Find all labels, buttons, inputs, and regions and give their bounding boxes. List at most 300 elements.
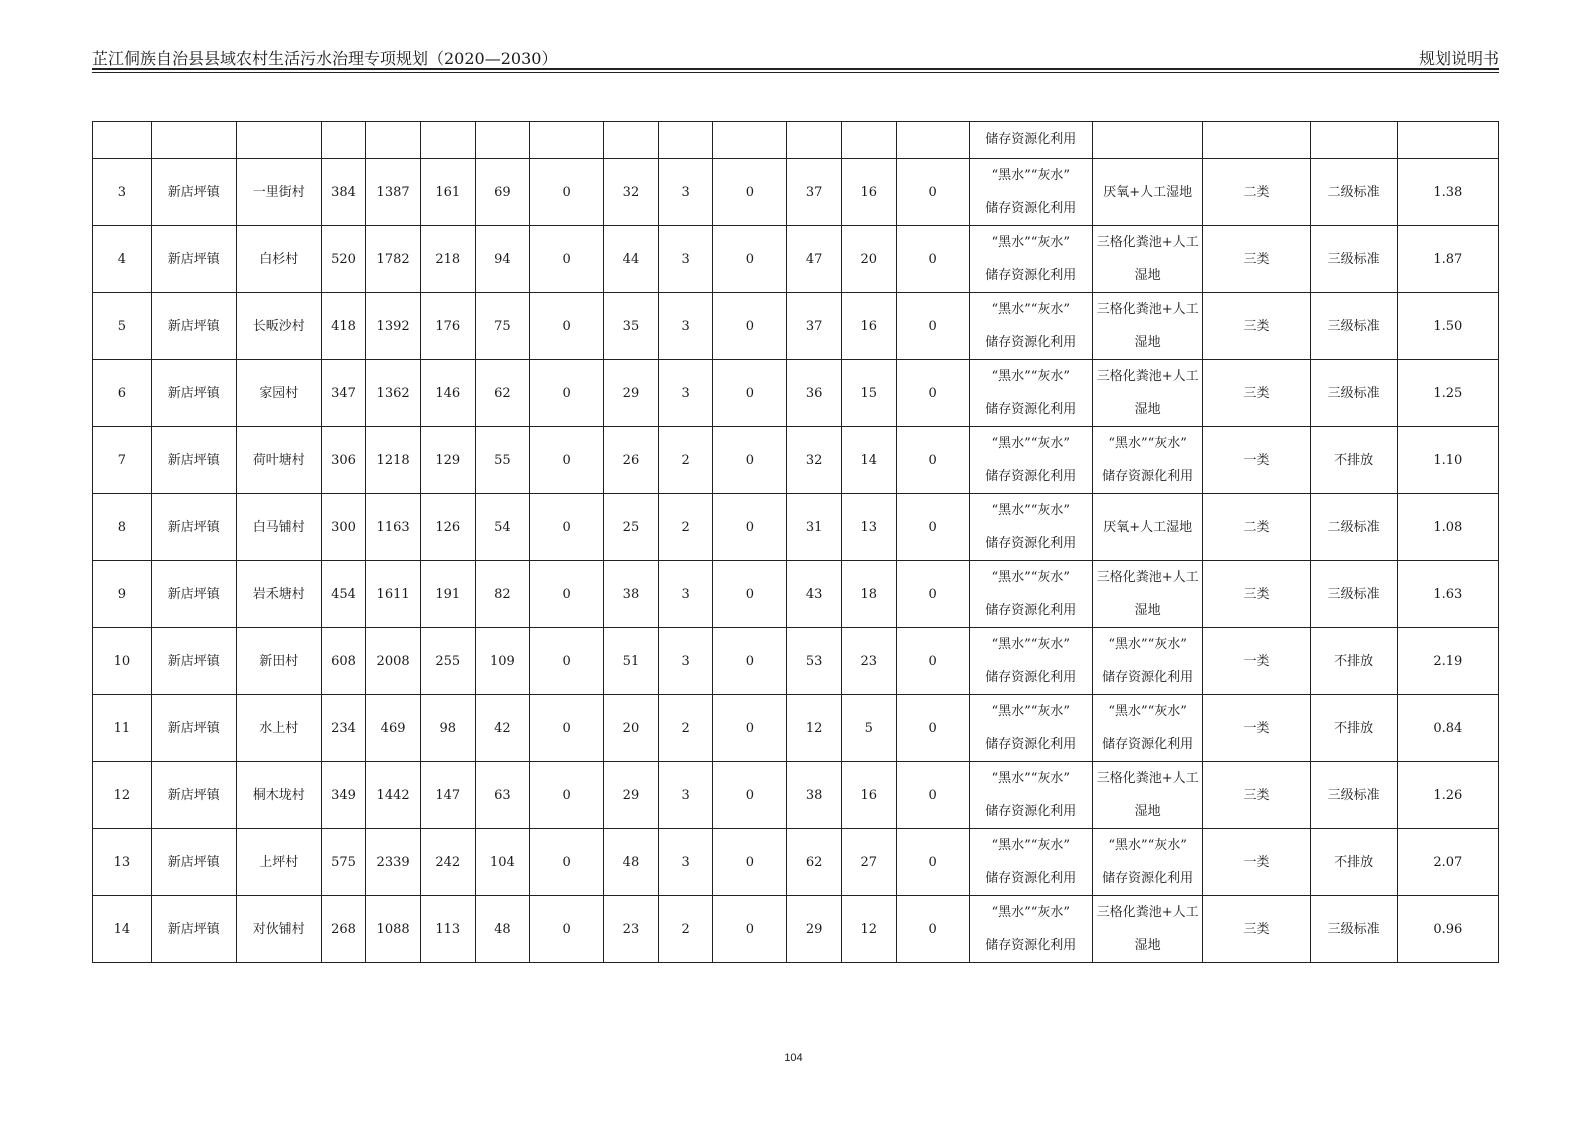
value-cell: 0 <box>713 494 787 561</box>
value-cell: 300 <box>321 494 366 561</box>
table-row <box>93 226 1499 293</box>
table-row <box>93 360 1499 427</box>
value-cell: 62 <box>787 829 842 896</box>
town-cell: 新店坪镇 <box>151 628 236 695</box>
value-cell: 1088 <box>366 896 421 963</box>
table-cell <box>787 122 842 159</box>
table-cell <box>475 122 530 159</box>
value-cell: 0 <box>896 293 969 360</box>
table-cell <box>896 122 969 159</box>
value-cell: 47 <box>787 226 842 293</box>
standard-cell: 三级标准 <box>1310 762 1397 829</box>
value-cell: 242 <box>420 829 475 896</box>
table-cell <box>420 122 475 159</box>
value-cell: 255 <box>420 628 475 695</box>
standard-cell: 不排放 <box>1310 829 1397 896</box>
value-cell: 38 <box>604 561 659 628</box>
value-cell: 54 <box>475 494 530 561</box>
value-cell: 32 <box>787 427 842 494</box>
treatment-tech-cell-line-1: “黑水”“灰水” <box>1108 704 1187 719</box>
value-cell: 1611 <box>366 561 421 628</box>
standard-cell: 三级标准 <box>1310 360 1397 427</box>
value-cell: 0 <box>530 293 604 360</box>
value-cell: 0 <box>713 561 787 628</box>
category-cell: 一类 <box>1203 628 1310 695</box>
value-cell: 2 <box>658 896 713 963</box>
value-cell: 82 <box>475 561 530 628</box>
value-cell: 147 <box>420 762 475 829</box>
header-rule-thin <box>92 72 1499 73</box>
amount-cell: 1.25 <box>1397 360 1498 427</box>
treatment-tech-cell-line-2: 湿地 <box>1134 938 1161 953</box>
standard-cell: 不排放 <box>1310 427 1397 494</box>
table-row <box>93 628 1499 695</box>
table-row-continued <box>93 122 1499 159</box>
table-cell <box>713 122 787 159</box>
value-cell: 0 <box>530 628 604 695</box>
value-cell: 2 <box>658 494 713 561</box>
treatment-tech-cell-line-2: 湿地 <box>1134 402 1161 417</box>
treatment-tech-cell-line-1: “黑水”“灰水” <box>1108 436 1187 451</box>
treatment-mode-cell <box>969 293 1092 360</box>
treatment-mode-cell <box>969 561 1092 628</box>
standard-cell: 三级标准 <box>1310 561 1397 628</box>
value-cell: 32 <box>604 159 659 226</box>
value-cell: 29 <box>604 762 659 829</box>
value-cell: 418 <box>321 293 366 360</box>
village-cell: 桐木垅村 <box>236 762 321 829</box>
treatment-tech-cell <box>1093 762 1203 829</box>
row-number-cell: 6 <box>93 360 152 427</box>
value-cell: 48 <box>604 829 659 896</box>
value-cell: 16 <box>841 762 896 829</box>
table-cell <box>321 122 366 159</box>
amount-cell: 0.96 <box>1397 896 1498 963</box>
treatment-tech-cell-line-2: 储存资源化利用 <box>1102 670 1194 685</box>
village-cell: 一里街村 <box>236 159 321 226</box>
value-cell: 0 <box>713 896 787 963</box>
category-cell: 一类 <box>1203 829 1310 896</box>
value-cell: 1392 <box>366 293 421 360</box>
town-cell: 新店坪镇 <box>151 494 236 561</box>
amount-cell: 2.19 <box>1397 628 1498 695</box>
value-cell: 1387 <box>366 159 421 226</box>
row-number-cell: 9 <box>93 561 152 628</box>
treatment-tech-cell-line-1: “黑水”“灰水” <box>1108 637 1187 652</box>
value-cell: 23 <box>841 628 896 695</box>
treatment-tech-cell-line-1: 三格化粪池+人工 <box>1096 905 1199 920</box>
value-cell: 20 <box>604 695 659 762</box>
row-number-cell: 3 <box>93 159 152 226</box>
treatment-mode-cell-line-2: 储存资源化利用 <box>985 469 1077 484</box>
category-cell: 三类 <box>1203 896 1310 963</box>
value-cell: 2 <box>658 695 713 762</box>
row-number-cell: 13 <box>93 829 152 896</box>
table-row <box>93 561 1499 628</box>
table-cell <box>604 122 659 159</box>
standard-cell: 三级标准 <box>1310 293 1397 360</box>
treatment-mode-cell-line-1: “黑水”“灰水” <box>991 771 1071 786</box>
value-cell: 268 <box>321 896 366 963</box>
value-cell: 0 <box>896 159 969 226</box>
value-cell: 20 <box>841 226 896 293</box>
value-cell: 0 <box>713 360 787 427</box>
category-cell: 一类 <box>1203 695 1310 762</box>
value-cell: 0 <box>896 762 969 829</box>
value-cell: 5 <box>841 695 896 762</box>
value-cell: 94 <box>475 226 530 293</box>
value-cell: 13 <box>841 494 896 561</box>
treatment-mode-cell <box>969 494 1092 561</box>
value-cell: 26 <box>604 427 659 494</box>
category-cell: 三类 <box>1203 762 1310 829</box>
treatment-mode-cell <box>969 159 1092 226</box>
value-cell: 0 <box>713 829 787 896</box>
value-cell: 2008 <box>366 628 421 695</box>
value-cell: 1782 <box>366 226 421 293</box>
amount-cell: 1.10 <box>1397 427 1498 494</box>
treatment-mode-cell-line-2: 储存资源化利用 <box>985 670 1077 685</box>
village-cell: 新田村 <box>236 628 321 695</box>
treatment-mode-cell <box>969 360 1092 427</box>
value-cell: 27 <box>841 829 896 896</box>
treatment-mode-cell: 储存资源化利用 <box>969 122 1092 159</box>
treatment-mode-cell <box>969 226 1092 293</box>
value-cell: 104 <box>475 829 530 896</box>
treatment-tech-cell <box>1093 293 1203 360</box>
value-cell: 0 <box>896 494 969 561</box>
value-cell: 29 <box>604 360 659 427</box>
value-cell: 126 <box>420 494 475 561</box>
village-cell: 白马铺村 <box>236 494 321 561</box>
value-cell: 37 <box>787 293 842 360</box>
treatment-tech-cell: 厌氧+人工湿地 <box>1093 494 1203 561</box>
value-cell: 520 <box>321 226 366 293</box>
treatment-tech-cell-line-1: 三格化粪池+人工 <box>1096 771 1199 786</box>
town-cell: 新店坪镇 <box>151 226 236 293</box>
town-cell: 新店坪镇 <box>151 829 236 896</box>
value-cell: 0 <box>530 561 604 628</box>
treatment-tech-cell-line-2: 湿地 <box>1134 268 1161 283</box>
value-cell: 48 <box>475 896 530 963</box>
value-cell: 29 <box>787 896 842 963</box>
document-type: 规划说明书 <box>1418 49 1499 68</box>
value-cell: 2 <box>658 427 713 494</box>
document-title: 芷江侗族自治县县域农村生活污水治理专项规划（2020—2030） <box>92 49 558 68</box>
category-cell: 三类 <box>1203 561 1310 628</box>
value-cell: 176 <box>420 293 475 360</box>
value-cell: 12 <box>841 896 896 963</box>
treatment-mode-cell-line-2: 储存资源化利用 <box>985 737 1077 752</box>
treatment-tech-cell <box>1093 427 1203 494</box>
amount-cell: 2.07 <box>1397 829 1498 896</box>
value-cell: 0 <box>713 427 787 494</box>
value-cell: 1163 <box>366 494 421 561</box>
treatment-mode-cell-line-1: “黑水”“灰水” <box>991 235 1071 250</box>
treatment-tech-cell-line-2: 储存资源化利用 <box>1102 737 1194 752</box>
row-number-cell: 14 <box>93 896 152 963</box>
table-cell <box>530 122 604 159</box>
treatment-mode-cell-line-1: “黑水”“灰水” <box>991 302 1071 317</box>
standard-cell: 二级标准 <box>1310 494 1397 561</box>
table-cell <box>1203 122 1310 159</box>
treatment-mode-cell <box>969 695 1092 762</box>
row-number-cell: 8 <box>93 494 152 561</box>
value-cell: 15 <box>841 360 896 427</box>
amount-cell: 1.63 <box>1397 561 1498 628</box>
standard-cell: 三级标准 <box>1310 896 1397 963</box>
treatment-tech-cell-line-1: “黑水”“灰水” <box>1108 838 1187 853</box>
table-cell <box>658 122 713 159</box>
value-cell: 98 <box>420 695 475 762</box>
treatment-mode-cell-line-2: 储存资源化利用 <box>985 268 1077 283</box>
treatment-tech-cell-line-2: 储存资源化利用 <box>1102 469 1194 484</box>
value-cell: 0 <box>896 226 969 293</box>
value-cell: 25 <box>604 494 659 561</box>
treatment-mode-cell-line-1: “黑水”“灰水” <box>991 570 1071 585</box>
value-cell: 0 <box>530 226 604 293</box>
category-cell: 二类 <box>1203 494 1310 561</box>
value-cell: 0 <box>530 159 604 226</box>
village-sewage-table <box>92 121 1499 963</box>
village-cell: 对伙铺村 <box>236 896 321 963</box>
value-cell: 349 <box>321 762 366 829</box>
treatment-mode-cell <box>969 427 1092 494</box>
village-cell: 上坪村 <box>236 829 321 896</box>
value-cell: 191 <box>420 561 475 628</box>
treatment-mode-cell-line-1: “黑水”“灰水” <box>991 704 1071 719</box>
value-cell: 347 <box>321 360 366 427</box>
table-cell <box>93 122 152 159</box>
amount-cell: 1.50 <box>1397 293 1498 360</box>
row-number-cell: 7 <box>93 427 152 494</box>
value-cell: 0 <box>530 762 604 829</box>
value-cell: 0 <box>530 695 604 762</box>
page-number: 104 <box>784 1052 803 1064</box>
standard-cell: 不排放 <box>1310 695 1397 762</box>
treatment-tech-cell <box>1093 829 1203 896</box>
treatment-mode-cell-line-2: 储存资源化利用 <box>985 335 1077 350</box>
row-number-cell: 4 <box>93 226 152 293</box>
value-cell: 63 <box>475 762 530 829</box>
value-cell: 75 <box>475 293 530 360</box>
treatment-mode-cell <box>969 829 1092 896</box>
value-cell: 12 <box>787 695 842 762</box>
town-cell: 新店坪镇 <box>151 293 236 360</box>
value-cell: 53 <box>787 628 842 695</box>
category-cell: 三类 <box>1203 226 1310 293</box>
village-cell: 岩禾塘村 <box>236 561 321 628</box>
value-cell: 51 <box>604 628 659 695</box>
treatment-tech-cell-line-1: 三格化粪池+人工 <box>1096 235 1199 250</box>
village-cell: 家园村 <box>236 360 321 427</box>
page-header <box>92 44 1499 70</box>
value-cell: 3 <box>658 226 713 293</box>
value-cell: 0 <box>713 226 787 293</box>
value-cell: 3 <box>658 762 713 829</box>
table-cell <box>151 122 236 159</box>
value-cell: 0 <box>896 695 969 762</box>
value-cell: 14 <box>841 427 896 494</box>
treatment-tech-cell-line-1: 三格化粪池+人工 <box>1096 302 1199 317</box>
treatment-mode-cell-line-1: “黑水”“灰水” <box>991 369 1071 384</box>
value-cell: 218 <box>420 226 475 293</box>
village-cell: 长畈沙村 <box>236 293 321 360</box>
standard-cell: 不排放 <box>1310 628 1397 695</box>
treatment-mode-cell <box>969 628 1092 695</box>
treatment-mode-cell-line-1: “黑水”“灰水” <box>991 637 1071 652</box>
value-cell: 0 <box>896 427 969 494</box>
value-cell: 1442 <box>366 762 421 829</box>
treatment-tech-cell-line-2: 储存资源化利用 <box>1102 871 1194 886</box>
value-cell: 129 <box>420 427 475 494</box>
value-cell: 43 <box>787 561 842 628</box>
treatment-mode-cell-line-2: 储存资源化利用 <box>985 603 1077 618</box>
table-cell <box>236 122 321 159</box>
amount-cell: 1.87 <box>1397 226 1498 293</box>
town-cell: 新店坪镇 <box>151 561 236 628</box>
treatment-mode-cell-line-2: 储存资源化利用 <box>985 402 1077 417</box>
table-cell <box>366 122 421 159</box>
value-cell: 18 <box>841 561 896 628</box>
value-cell: 109 <box>475 628 530 695</box>
treatment-tech-cell-line-1: 三格化粪池+人工 <box>1096 570 1199 585</box>
treatment-tech-cell-line-1: 三格化粪池+人工 <box>1096 369 1199 384</box>
treatment-tech-cell <box>1093 561 1203 628</box>
village-cell: 水上村 <box>236 695 321 762</box>
value-cell: 35 <box>604 293 659 360</box>
value-cell: 62 <box>475 360 530 427</box>
amount-cell: 1.38 <box>1397 159 1498 226</box>
standard-cell: 二级标准 <box>1310 159 1397 226</box>
value-cell: 306 <box>321 427 366 494</box>
value-cell: 16 <box>841 293 896 360</box>
value-cell: 113 <box>420 896 475 963</box>
value-cell: 0 <box>713 695 787 762</box>
value-cell: 0 <box>896 896 969 963</box>
value-cell: 0 <box>896 628 969 695</box>
value-cell: 234 <box>321 695 366 762</box>
table-cell <box>1310 122 1397 159</box>
value-cell: 3 <box>658 159 713 226</box>
value-cell: 44 <box>604 226 659 293</box>
value-cell: 146 <box>420 360 475 427</box>
treatment-mode-cell-line-1: “黑水”“灰水” <box>991 503 1071 518</box>
value-cell: 55 <box>475 427 530 494</box>
amount-cell: 1.08 <box>1397 494 1498 561</box>
treatment-mode-cell-line-2: 储存资源化利用 <box>985 201 1077 216</box>
value-cell: 0 <box>530 427 604 494</box>
table-cell <box>841 122 896 159</box>
value-cell: 3 <box>658 293 713 360</box>
treatment-tech-cell <box>1093 628 1203 695</box>
treatment-mode-cell-line-1: “黑水”“灰水” <box>991 168 1071 183</box>
value-cell: 0 <box>713 762 787 829</box>
category-cell: 三类 <box>1203 293 1310 360</box>
row-number-cell: 5 <box>93 293 152 360</box>
table-row <box>93 494 1499 561</box>
town-cell: 新店坪镇 <box>151 360 236 427</box>
value-cell: 1362 <box>366 360 421 427</box>
treatment-mode-cell-line-2: 储存资源化利用 <box>985 871 1077 886</box>
table-row <box>93 762 1499 829</box>
row-number-cell: 10 <box>93 628 152 695</box>
value-cell: 69 <box>475 159 530 226</box>
header-rule-thick <box>92 68 1499 70</box>
treatment-tech-cell-line-2: 湿地 <box>1134 335 1161 350</box>
value-cell: 1218 <box>366 427 421 494</box>
treatment-tech-cell-line-2: 湿地 <box>1134 603 1161 618</box>
table-row <box>93 695 1499 762</box>
treatment-tech-cell <box>1093 360 1203 427</box>
table-row <box>93 829 1499 896</box>
value-cell: 0 <box>896 829 969 896</box>
treatment-mode-cell-line-2: 储存资源化利用 <box>985 804 1077 819</box>
value-cell: 0 <box>713 159 787 226</box>
value-cell: 3 <box>658 360 713 427</box>
value-cell: 469 <box>366 695 421 762</box>
treatment-tech-cell: 厌氧+人工湿地 <box>1093 159 1203 226</box>
row-number-cell: 11 <box>93 695 152 762</box>
town-cell: 新店坪镇 <box>151 695 236 762</box>
value-cell: 0 <box>896 561 969 628</box>
value-cell: 31 <box>787 494 842 561</box>
treatment-mode-cell-line-2: 储存资源化利用 <box>985 938 1077 953</box>
value-cell: 16 <box>841 159 896 226</box>
village-cell: 荷叶塘村 <box>236 427 321 494</box>
value-cell: 36 <box>787 360 842 427</box>
table-row <box>93 427 1499 494</box>
treatment-tech-cell <box>1093 896 1203 963</box>
value-cell: 37 <box>787 159 842 226</box>
town-cell: 新店坪镇 <box>151 896 236 963</box>
value-cell: 3 <box>658 561 713 628</box>
row-number-cell: 12 <box>93 762 152 829</box>
category-cell: 一类 <box>1203 427 1310 494</box>
value-cell: 2339 <box>366 829 421 896</box>
treatment-tech-cell-line-2: 湿地 <box>1134 804 1161 819</box>
value-cell: 0 <box>713 293 787 360</box>
town-cell: 新店坪镇 <box>151 762 236 829</box>
value-cell: 384 <box>321 159 366 226</box>
table-cell <box>1397 122 1498 159</box>
treatment-mode-cell <box>969 896 1092 963</box>
amount-cell: 0.84 <box>1397 695 1498 762</box>
value-cell: 0 <box>530 896 604 963</box>
value-cell: 575 <box>321 829 366 896</box>
treatment-mode-cell-line-1: “黑水”“灰水” <box>991 436 1071 451</box>
table-row <box>93 896 1499 963</box>
treatment-tech-cell <box>1093 226 1203 293</box>
value-cell: 38 <box>787 762 842 829</box>
value-cell: 608 <box>321 628 366 695</box>
value-cell: 0 <box>530 360 604 427</box>
value-cell: 0 <box>530 494 604 561</box>
treatment-mode-cell-line-1: “黑水”“灰水” <box>991 838 1071 853</box>
treatment-tech-cell <box>1093 695 1203 762</box>
value-cell: 161 <box>420 159 475 226</box>
amount-cell: 1.26 <box>1397 762 1498 829</box>
table-row <box>93 293 1499 360</box>
value-cell: 23 <box>604 896 659 963</box>
town-cell: 新店坪镇 <box>151 159 236 226</box>
value-cell: 3 <box>658 628 713 695</box>
town-cell: 新店坪镇 <box>151 427 236 494</box>
value-cell: 0 <box>896 360 969 427</box>
treatment-mode-cell-line-1: “黑水”“灰水” <box>991 905 1071 920</box>
value-cell: 3 <box>658 829 713 896</box>
standard-cell: 三级标准 <box>1310 226 1397 293</box>
